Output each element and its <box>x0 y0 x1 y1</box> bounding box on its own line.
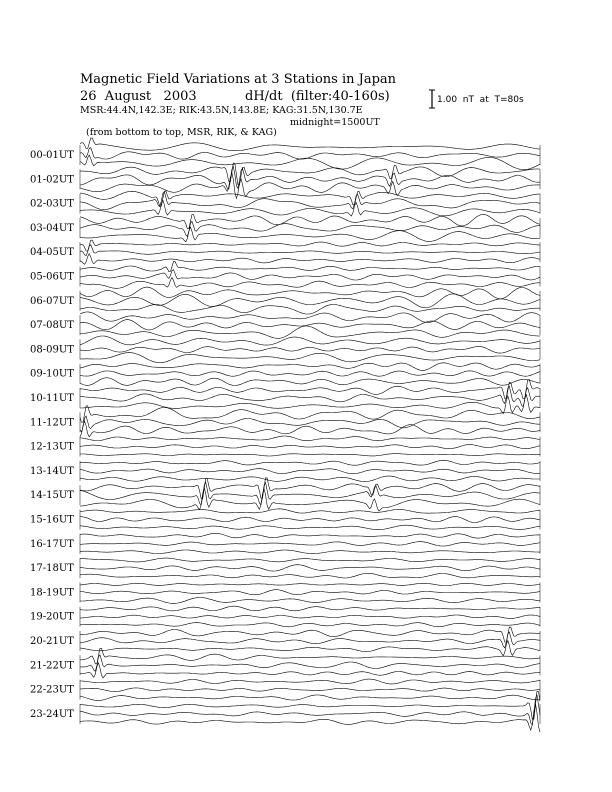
trace-kag <box>80 214 540 228</box>
trace-kag <box>80 533 540 538</box>
trace-msr <box>80 353 540 363</box>
trace-kag <box>80 606 540 611</box>
trace-rik <box>80 615 540 618</box>
trace-kag <box>80 336 540 345</box>
trace-rik <box>80 416 540 432</box>
trace-kag <box>80 679 540 684</box>
hour-label: 06-07UT <box>30 295 74 307</box>
hour-label: 23-24UT <box>30 708 74 720</box>
trace-msr <box>80 550 540 554</box>
trace-rik <box>80 371 540 376</box>
trace-msr <box>80 227 540 242</box>
order-note: (from bottom to top, MSR, RIK, & KAG) <box>86 126 277 138</box>
hour-label: 14-15UT <box>30 490 74 502</box>
trace-rik <box>80 695 540 725</box>
trace-msr <box>80 326 540 338</box>
hour-label: 21-22UT <box>30 660 74 672</box>
trace-kag <box>80 648 540 664</box>
date-label: 26 August 2003 <box>80 89 197 104</box>
trace-rik <box>80 320 540 330</box>
hour-label: 10-11UT <box>30 393 74 404</box>
trace-kag <box>80 460 540 465</box>
trace-msr <box>80 476 540 482</box>
hour-label: 16-17UT <box>30 538 74 550</box>
trace-msr <box>80 172 540 198</box>
hour-label: 11-12UT <box>30 417 74 429</box>
trace-kag <box>80 436 540 441</box>
trace-rik <box>80 590 540 595</box>
trace-msr <box>80 254 540 265</box>
trace-kag <box>80 312 540 323</box>
trace-msr <box>80 454 540 456</box>
trace-kag <box>80 627 540 642</box>
hour-label: 18-19UT <box>30 587 74 599</box>
trace-rik <box>80 221 540 236</box>
trace-kag <box>80 363 540 371</box>
trace-kag <box>80 138 540 151</box>
trace-rik <box>80 445 540 449</box>
hour-label: 22-23UT <box>30 684 74 696</box>
hour-label: 07-08UT <box>30 320 74 332</box>
trace-msr <box>80 525 540 530</box>
hour-label: 08-09UT <box>30 344 74 356</box>
trace-rik <box>80 192 540 210</box>
trace-kag <box>80 509 540 513</box>
trace-msr <box>80 421 540 437</box>
hour-label: 12-13UT <box>30 441 74 453</box>
trace-rik <box>80 245 540 256</box>
hour-label: 04-05UT <box>30 247 74 259</box>
trace-kag <box>80 583 540 585</box>
trace-rik <box>80 688 540 692</box>
trace-kag <box>80 558 540 562</box>
trace-rik <box>80 517 540 523</box>
trace-msr <box>80 378 540 386</box>
trace-rik <box>80 565 540 571</box>
hour-label: 13-14UT <box>30 465 74 477</box>
hour-label: 15-16UT <box>30 514 74 526</box>
trace-rik <box>80 469 540 474</box>
hour-label: 01-02UT <box>30 174 74 186</box>
variable-label: dH/dt (filter:40-160s) <box>245 89 390 104</box>
trace-kag <box>80 163 540 185</box>
scale-label: 1.00 nT at T=80s <box>437 95 524 105</box>
trace-rik <box>80 347 540 354</box>
trace-kag <box>80 240 540 251</box>
hour-label: 17-18UT <box>30 563 74 575</box>
hour-label: 05-06UT <box>30 271 74 283</box>
trace-msr <box>80 487 540 511</box>
hour-label: 20-21UT <box>30 636 74 647</box>
trace-kag <box>80 287 540 299</box>
trace-rik <box>80 542 540 547</box>
trace-msr <box>80 278 540 289</box>
trace-kag <box>80 262 540 272</box>
hour-label: 09-10UT <box>30 368 74 380</box>
trace-msr <box>80 623 540 627</box>
trace-msr <box>80 704 540 732</box>
trace-kag <box>80 191 540 206</box>
trace-msr <box>80 695 540 701</box>
chart-title: Magnetic Field Variations at 3 Stations in Japan <box>80 72 397 87</box>
trace-rik <box>80 270 540 280</box>
trace-msr <box>80 598 540 604</box>
hour-label: 03-04UT <box>30 222 74 234</box>
trace-kag <box>80 478 540 499</box>
midnight-note: midnight=1500UT <box>290 117 380 128</box>
hour-label: 02-03UT <box>30 198 74 210</box>
hour-label: 19-20UT <box>30 611 74 623</box>
hour-label: 00-01UT <box>30 150 74 161</box>
trace-msr <box>80 305 540 315</box>
stations-label: MSR:44.4N,142.3E; RIK:43.5N,143.8E; KAG:31.5N,130.7E <box>80 105 363 116</box>
trace-msr <box>80 573 540 578</box>
